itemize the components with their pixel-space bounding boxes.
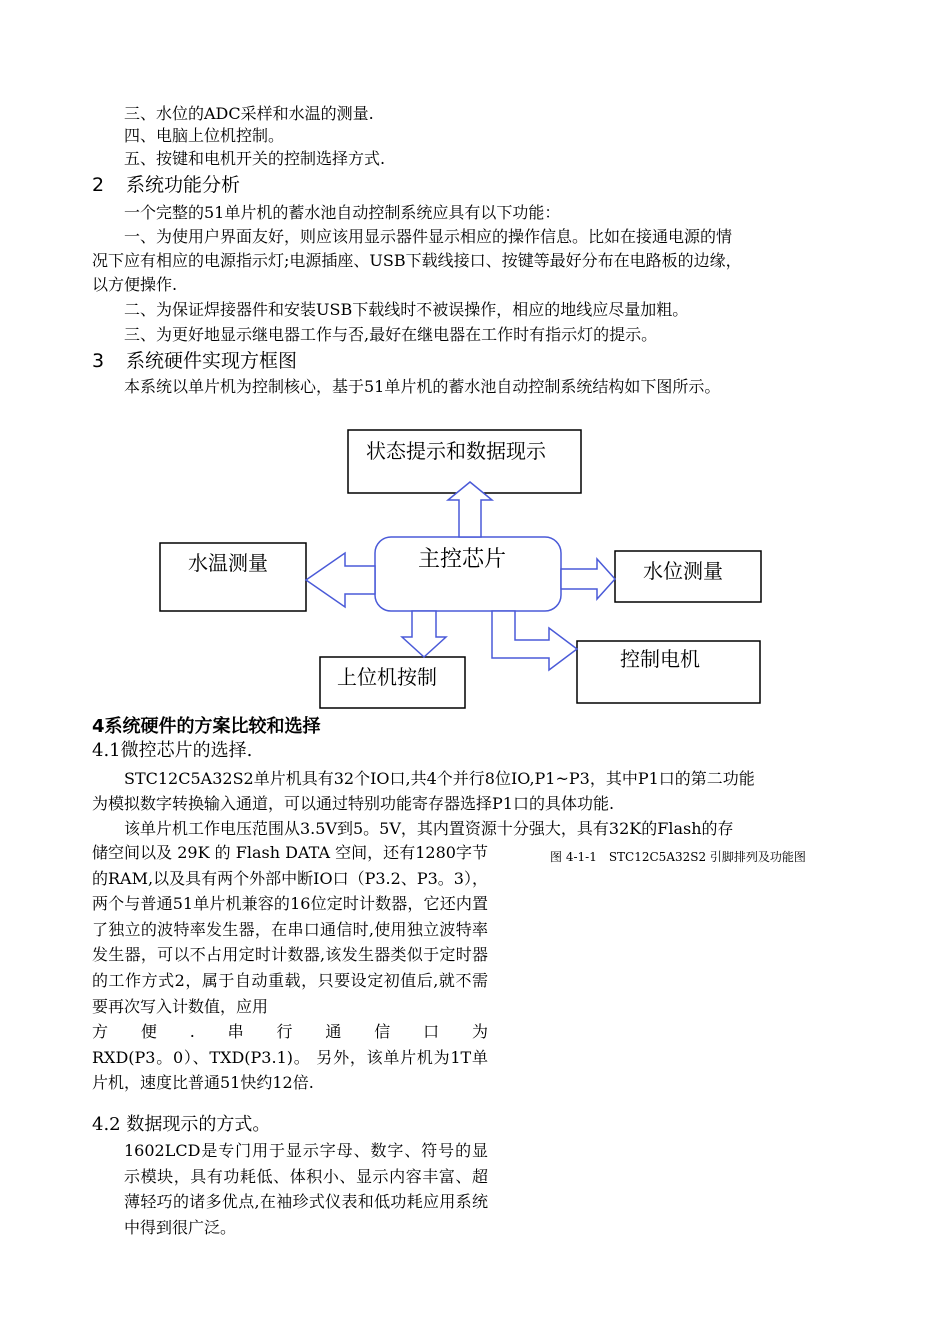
- arrow-to-host-control: [402, 611, 446, 657]
- section-2-number: 2: [92, 174, 105, 196]
- section-4-1-line1: STC12C5A32S2单片机具有32个IO口,共4个并行8位IO,P1~P3，其中P1口的第二功能: [124, 769, 755, 788]
- section-3-number: 3: [92, 350, 105, 372]
- section-2-heading: [92, 174, 862, 196]
- arrow-to-water-level: [561, 559, 615, 599]
- section-4-1-line2: 为模拟数字转换输入通道，可以通过特别功能寄存器选择P1口的具体功能.: [92, 794, 615, 813]
- section-4-1-column: [92, 840, 488, 1096]
- list-item-3: 三、水位的ADC采样和水温的测量.: [124, 104, 374, 123]
- section-2-para1-line3: 以方便操作.: [92, 275, 178, 294]
- section-4-heading: 4系统硬件的方案比较和选择: [92, 716, 321, 737]
- section-3-heading: [92, 350, 862, 372]
- list-item-4: 四、电脑上位机控制。: [124, 126, 285, 145]
- section-2-para1-line2: 况下应有相应的电源指示灯;电源插座、USB下载线接口、按键等最好分布在电路板的边缘，: [92, 251, 742, 270]
- section-2-para3: 三、为更好地显示继电器工作与否,最好在继电器在工作时有指示灯的提示。: [124, 325, 658, 344]
- section-2-para1-line1: 一、为使用户界面友好，则应该用显示器件显示相应的操作信息。比如在接通电源的情: [124, 227, 733, 246]
- section-4-2-heading: 4.2 数据现示的方式。: [92, 1114, 271, 1135]
- block-diagram: [150, 420, 790, 720]
- arrow-to-motor-control: [492, 611, 577, 670]
- water-level-label: 水位测量: [643, 559, 723, 583]
- status-display-label: 状态提示和数据现示: [366, 439, 546, 463]
- list-item-5: 五、按键和电机开关的控制选择方式.: [124, 149, 386, 168]
- section-4-1-column-end: RXD(P3。0）、TXD(P3.1)。 另外，该单片机为1T单片机，速度比普通51快约12倍.: [92, 1047, 488, 1093]
- section-4-1-line3: 该单片机工作电压范围从3.5V到5。5V，其内置资源十分强大，具有32K的Flash的存: [124, 819, 734, 838]
- section-4-2-column: [92, 1138, 488, 1240]
- section-2-intro: 一个完整的51单片机的蓄水池自动控制系统应具有以下功能：: [124, 203, 561, 222]
- figure-caption: 图 4-1-1 STC12C5A32S2 引脚排列及功能图: [550, 850, 806, 864]
- main-chip-label: 主控芯片: [418, 547, 507, 572]
- section-4-2-para: 1602LCD是专门用于显示字母、数字、符号的显示模块，具有功耗低、体积小、显示内容丰富、超薄轻巧的诸多优点,在袖珍式仪表和低功耗应用系统中得到很广泛。: [124, 1141, 488, 1237]
- section-3-intro: 本系统以单片机为控制核心，基于51单片机的蓄水池自动控制系统结构如下图所示。: [124, 377, 721, 396]
- motor-control-label: 控制电机: [620, 647, 700, 671]
- arrow-to-water-temp: [306, 553, 375, 607]
- section-4-1-heading: 4.1微控芯片的选择.: [92, 740, 253, 761]
- section-4-1-column-text: 储空间以及 29K 的 Flash DATA 空间，还有1280字节的RAM,以及具有两个外部中断IO口（P3.2、P3。3），两个与普通51单片机兼容的16位定时计数器，它还内置了独立的波特率发生器，在串口通信时,使用独立波特率发生器，可以不占用定时计数器,该发生器类似于定时器的工作方式2，属于自动重载，只要设定初值后,就不需要再次写入计数值，应用: [92, 843, 488, 1016]
- section-3-title: 系统硬件实现方框图: [126, 350, 298, 372]
- host-control-label: 上位机按制: [337, 665, 437, 689]
- section-4-1-column-spread: 方 便 . 串 行 通 信 口 为: [92, 1022, 488, 1042]
- section-2-title: 系统功能分析: [126, 174, 241, 196]
- section-2-para2: 二、为保证焊接器件和安装USB下载线时不被误操作，相应的地线应尽量加粗。: [124, 300, 689, 319]
- water-temp-label: 水温测量: [188, 551, 268, 575]
